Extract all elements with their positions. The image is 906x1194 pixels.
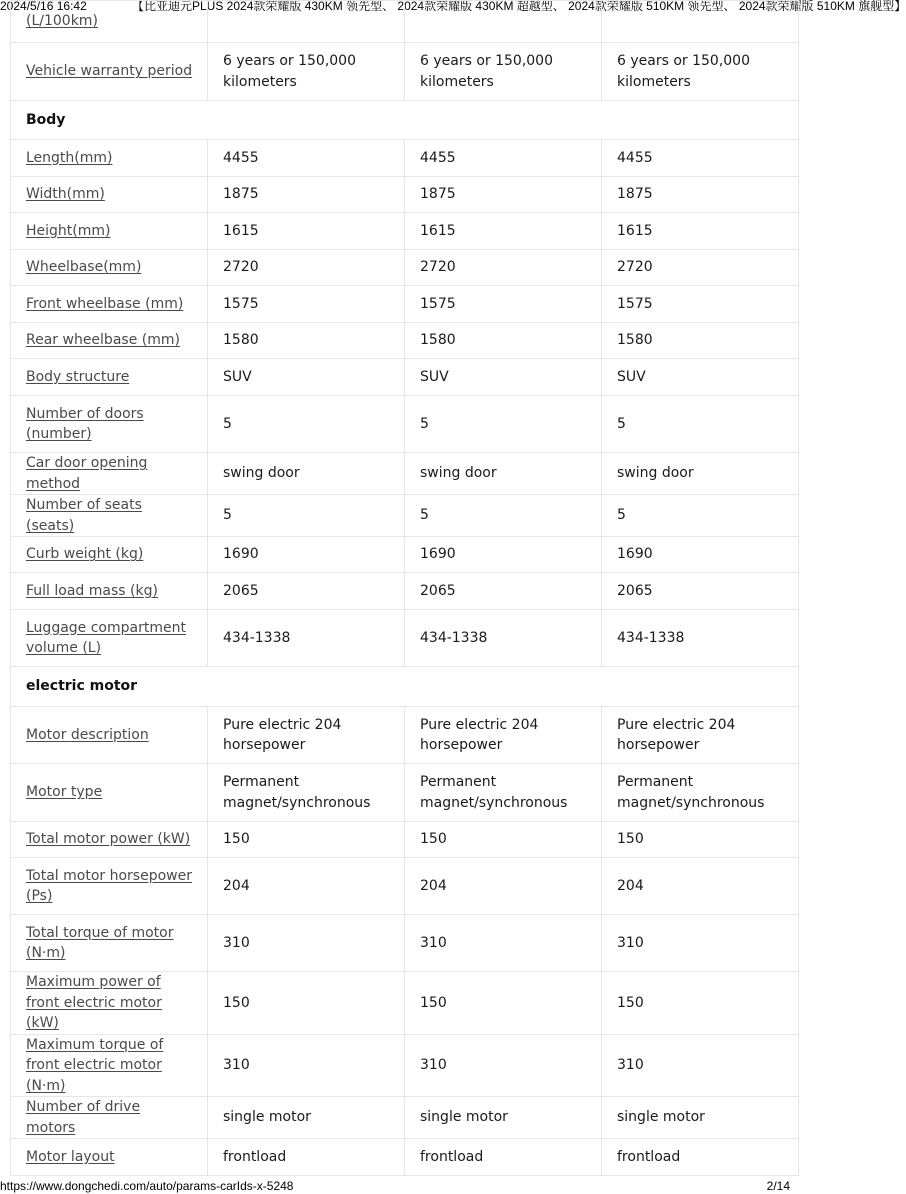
- table-row: [11, 610, 799, 667]
- param-value-cell: 1875: [602, 177, 799, 213]
- spec-table-body: [11, 0, 906, 1176]
- param-value-cell: 1615: [208, 213, 405, 250]
- param-value-cell: 5: [208, 396, 405, 453]
- param-value-cell: 5: [602, 495, 799, 537]
- param-label-cell: [11, 396, 208, 453]
- param-label-link[interactable]: Body structure: [26, 368, 130, 385]
- document-title: 【比亚迪元PLUS 2024款荣耀版 430KM 领先型、 2024款荣耀版 430KM 超越型、 2024款荣耀版 510KM 领先型、 2024款荣耀版 510KM 旗舰型】: [132, 0, 906, 13]
- param-label-cell: [11, 858, 208, 915]
- param-value-cell: 1615: [405, 213, 602, 250]
- param-value-cell: swing door: [405, 453, 602, 495]
- param-label-cell: [11, 323, 208, 359]
- param-value-cell: 2720: [208, 250, 405, 286]
- param-label-link[interactable]: Total motor horsepower (Ps): [26, 867, 192, 904]
- param-value-cell: Pure electric 204 horsepower: [602, 707, 799, 764]
- param-label-cell: [11, 453, 208, 495]
- param-value-cell: 5: [405, 495, 602, 537]
- table-row: [11, 764, 799, 822]
- param-label-cell: [11, 822, 208, 858]
- param-value-cell: 204: [208, 858, 405, 915]
- param-value-cell: 434-1338: [405, 610, 602, 667]
- param-label-link[interactable]: Motor layout: [26, 1148, 115, 1165]
- param-value-cell: 1575: [405, 286, 602, 323]
- param-value-cell: [405, 1, 602, 43]
- section-row: [11, 101, 799, 140]
- param-value-cell: Pure electric 204 horsepower: [208, 707, 405, 764]
- param-value-cell: 1575: [208, 286, 405, 323]
- param-label-link[interactable]: Full load mass (kg): [26, 582, 158, 599]
- param-value-cell: 204: [405, 858, 602, 915]
- param-label-cell: [11, 610, 208, 667]
- param-label-link[interactable]: Car door opening method: [26, 455, 148, 492]
- param-value-cell: 434-1338: [602, 610, 799, 667]
- param-value-cell: 6 years or 150,000 kilometers: [602, 43, 799, 101]
- param-value-cell: [602, 1, 799, 43]
- section-heading: electric motor: [11, 667, 799, 707]
- table-row: [11, 1034, 799, 1097]
- param-label-cell: [11, 43, 208, 101]
- param-value-cell: 2065: [405, 573, 602, 610]
- param-value-cell: 150: [602, 822, 799, 858]
- table-row: [11, 396, 799, 453]
- table-row: [11, 323, 799, 359]
- param-label-link[interactable]: Maximum power of front electric motor (kW): [26, 974, 162, 1031]
- table-row: [11, 972, 799, 1035]
- param-label-link[interactable]: Motor description: [26, 726, 149, 743]
- param-value-cell: single motor: [405, 1097, 602, 1139]
- table-row: [11, 495, 799, 537]
- param-label-cell: [11, 359, 208, 396]
- param-value-cell: 310: [208, 1034, 405, 1097]
- table-row: [11, 858, 799, 915]
- param-value-cell: swing door: [602, 453, 799, 495]
- param-label-cell: [11, 764, 208, 822]
- param-label-cell: [11, 213, 208, 250]
- param-value-cell: 4455: [208, 140, 405, 177]
- param-value-cell: 1690: [405, 537, 602, 573]
- param-value-cell: 2720: [602, 250, 799, 286]
- param-label-cell: [11, 495, 208, 537]
- param-label-link[interactable]: (L/100km): [26, 13, 98, 30]
- param-label-link[interactable]: Wheelbase(mm): [26, 259, 142, 276]
- param-label-link[interactable]: Width(mm): [26, 186, 105, 203]
- param-value-cell: Permanent magnet/synchronous: [405, 764, 602, 822]
- param-label-cell: [11, 250, 208, 286]
- param-value-cell: SUV: [405, 359, 602, 396]
- table-row: [11, 537, 799, 573]
- param-value-cell: 150: [208, 972, 405, 1035]
- param-value-cell: 310: [208, 915, 405, 972]
- param-value-cell: SUV: [208, 359, 405, 396]
- param-value-cell: Permanent magnet/synchronous: [208, 764, 405, 822]
- param-value-cell: 310: [602, 915, 799, 972]
- table-row: [11, 250, 799, 286]
- page-number: 2/14: [766, 1179, 790, 1193]
- param-value-cell: 1875: [208, 177, 405, 213]
- table-row: [11, 453, 799, 495]
- param-label-link[interactable]: Luggage compartment volume (L): [26, 619, 186, 656]
- param-value-cell: 2065: [602, 573, 799, 610]
- spec-table: [10, 0, 906, 1176]
- param-label-link[interactable]: Height(mm): [26, 222, 111, 239]
- param-label-link[interactable]: Number of drive motors: [26, 1099, 141, 1136]
- param-value-cell: 310: [405, 915, 602, 972]
- param-value-cell: 1580: [208, 323, 405, 359]
- table-row: [11, 1097, 799, 1139]
- print-date: 2024/5/16 16:42: [0, 0, 87, 13]
- param-value-cell: 1580: [405, 323, 602, 359]
- param-value-cell: 4455: [405, 140, 602, 177]
- param-label-link[interactable]: Number of doors (number): [26, 405, 144, 442]
- param-value-cell: 5: [405, 396, 602, 453]
- param-label-cell: [11, 1097, 208, 1139]
- param-value-cell: frontload: [208, 1139, 405, 1176]
- param-label-cell: [11, 915, 208, 972]
- param-label-link[interactable]: Total motor power (kW): [26, 831, 191, 848]
- param-label-cell: [11, 972, 208, 1035]
- param-label-link[interactable]: Length(mm): [26, 149, 113, 166]
- param-label-cell: [11, 1, 208, 43]
- param-label-link[interactable]: Curb weight (kg): [26, 546, 144, 563]
- param-label-cell: [11, 707, 208, 764]
- param-value-cell: 150: [405, 972, 602, 1035]
- param-value-cell: 6 years or 150,000 kilometers: [208, 43, 405, 101]
- param-value-cell: 1875: [405, 177, 602, 213]
- param-value-cell: 204: [602, 858, 799, 915]
- param-label-cell: [11, 537, 208, 573]
- param-value-cell: SUV: [602, 359, 799, 396]
- param-value-cell: 310: [405, 1034, 602, 1097]
- param-label-cell: [11, 1139, 208, 1176]
- param-label-cell: [11, 1034, 208, 1097]
- param-label-cell: [11, 140, 208, 177]
- param-label-cell: [11, 177, 208, 213]
- table-row: [11, 140, 799, 177]
- param-value-cell: 2720: [405, 250, 602, 286]
- param-label-link[interactable]: Front wheelbase (mm): [26, 295, 184, 312]
- param-value-cell: 1580: [602, 323, 799, 359]
- param-value-cell: 150: [208, 822, 405, 858]
- param-value-cell: 5: [208, 495, 405, 537]
- table-row: [11, 822, 799, 858]
- param-value-cell: Permanent magnet/synchronous: [602, 764, 799, 822]
- param-value-cell: 150: [405, 822, 602, 858]
- table-row: [11, 213, 799, 250]
- table-row: [11, 1, 799, 43]
- param-value-cell: single motor: [602, 1097, 799, 1139]
- param-value-cell: frontload: [405, 1139, 602, 1176]
- param-value-cell: 5: [602, 396, 799, 453]
- param-label-link[interactable]: Rear wheelbase (mm): [26, 332, 180, 349]
- param-value-cell: 1690: [602, 537, 799, 573]
- param-value-cell: 310: [602, 1034, 799, 1097]
- param-value-cell: swing door: [208, 453, 405, 495]
- param-label-link[interactable]: Maximum torque of front electric motor (N·m): [26, 1036, 164, 1094]
- param-value-cell: 4455: [602, 140, 799, 177]
- param-label-link[interactable]: Total torque of motor (N·m): [26, 924, 174, 961]
- table-row: [11, 177, 799, 213]
- param-value-cell: [208, 1, 405, 43]
- param-value-cell: frontload: [602, 1139, 799, 1176]
- table-row: [11, 1139, 799, 1176]
- param-value-cell: 1690: [208, 537, 405, 573]
- param-value-cell: 434-1338: [208, 610, 405, 667]
- table-row: [11, 286, 799, 323]
- param-label-cell: [11, 286, 208, 323]
- param-value-cell: 1615: [602, 213, 799, 250]
- param-label-cell: [11, 573, 208, 610]
- param-label-link[interactable]: Motor type: [26, 784, 103, 801]
- param-value-cell: single motor: [208, 1097, 405, 1139]
- section-row: [11, 667, 799, 707]
- param-value-cell: 150: [602, 972, 799, 1035]
- param-value-cell: Pure electric 204 horsepower: [405, 707, 602, 764]
- print-footer: [0, 1180, 800, 1194]
- param-label-link[interactable]: Vehicle warranty period: [26, 63, 193, 80]
- param-value-cell: 1575: [602, 286, 799, 323]
- table-row: [11, 43, 799, 101]
- table-row: [11, 573, 799, 610]
- table-row: [11, 707, 799, 764]
- param-value-cell: 2065: [208, 573, 405, 610]
- section-heading: Body: [11, 101, 799, 140]
- param-label-link[interactable]: Number of seats (seats): [26, 497, 142, 534]
- param-value-cell: 6 years or 150,000 kilometers: [405, 43, 602, 101]
- table-row: [11, 359, 799, 396]
- table-row: [11, 915, 799, 972]
- page-url: https://www.dongchedi.com/auto/params-carIds-x-5248: [0, 1179, 294, 1193]
